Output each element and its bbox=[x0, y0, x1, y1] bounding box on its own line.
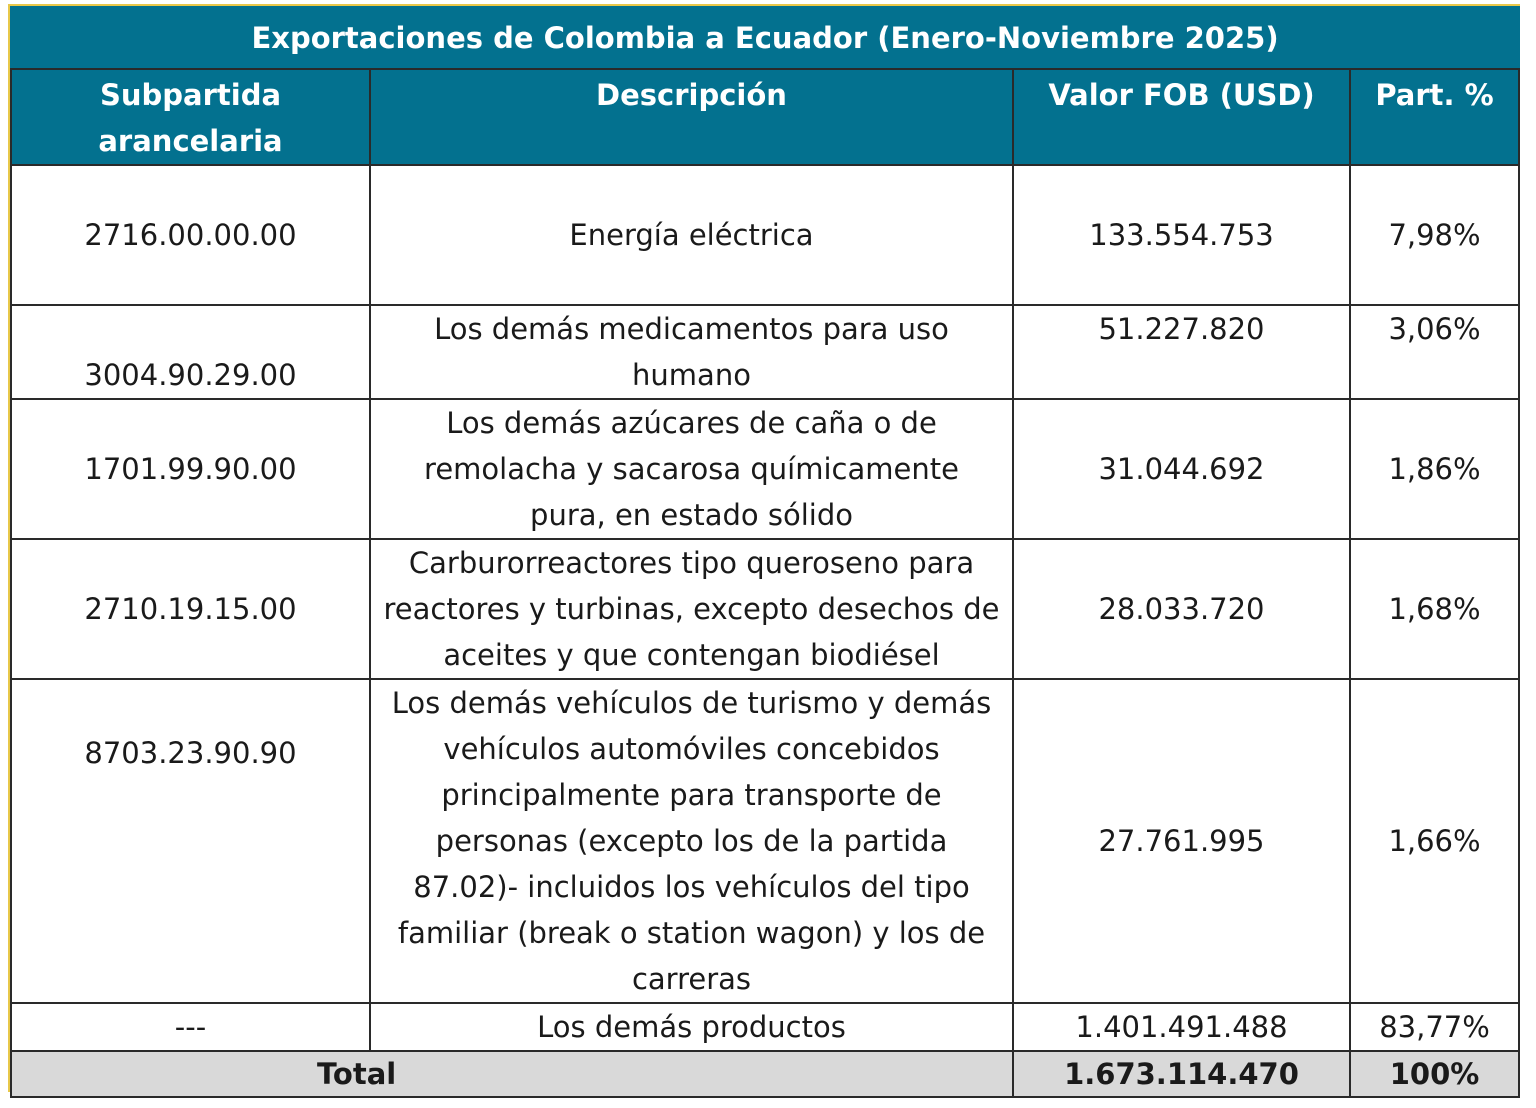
row-value: 1.401.491.488 bbox=[1013, 1003, 1350, 1051]
table-row bbox=[11, 539, 1519, 679]
total-row bbox=[11, 1051, 1519, 1097]
row-description: Los demás azúcares de caña o de remolacha y sacarosa químicamente pura, en estado sólido bbox=[370, 399, 1013, 539]
row-code: --- bbox=[11, 1003, 370, 1051]
row-share: 1,66% bbox=[1350, 679, 1519, 1003]
header-valor-fob: Valor FOB (USD) bbox=[1013, 69, 1350, 165]
table-row bbox=[11, 1003, 1519, 1051]
table-row bbox=[11, 305, 1519, 399]
row-code: 2710.19.15.00 bbox=[11, 539, 370, 679]
row-code: 3004.90.29.00 bbox=[11, 305, 370, 399]
row-value: 133.554.753 bbox=[1013, 165, 1350, 305]
total-value: 1.673.114.470 bbox=[1013, 1051, 1350, 1097]
row-description: Los demás vehículos de turismo y demás vehículos automóviles concebidos principalmente para transporte de personas (excepto los de la partida 87.02)- incluidos los vehículos del tipo familiar (break o station wagon) y los de carreras bbox=[370, 679, 1013, 1003]
row-code: 8703.23.90.90 bbox=[11, 679, 370, 1003]
header-subpartida: Subpartida arancelaria bbox=[11, 69, 370, 165]
row-share: 1,68% bbox=[1350, 539, 1519, 679]
row-value: 31.044.692 bbox=[1013, 399, 1350, 539]
row-value: 51.227.820 bbox=[1013, 305, 1350, 399]
row-code: 2716.00.00.00 bbox=[11, 165, 370, 305]
row-share: 7,98% bbox=[1350, 165, 1519, 305]
row-description: Energía eléctrica bbox=[370, 165, 1013, 305]
header-descripcion: Descripción bbox=[370, 69, 1013, 165]
total-share: 100% bbox=[1350, 1051, 1519, 1097]
row-code: 1701.99.90.00 bbox=[11, 399, 370, 539]
exports-table bbox=[10, 6, 1520, 1098]
row-description: Carburorreactores tipo queroseno para reactores y turbinas, excepto desechos de aceites y que contengan biodiésel bbox=[370, 539, 1013, 679]
row-share: 1,86% bbox=[1350, 399, 1519, 539]
total-label: Total bbox=[11, 1051, 1013, 1097]
header-participacion: Part. % bbox=[1350, 69, 1519, 165]
row-description: Los demás productos bbox=[370, 1003, 1013, 1051]
table-row bbox=[11, 399, 1519, 539]
table-row bbox=[11, 165, 1519, 305]
row-value: 27.761.995 bbox=[1013, 679, 1350, 1003]
row-share: 3,06% bbox=[1350, 305, 1519, 399]
table-title: Exportaciones de Colombia a Ecuador (Enero-Noviembre 2025) bbox=[11, 7, 1519, 69]
row-description: Los demás medicamentos para uso humano bbox=[370, 305, 1013, 399]
row-share: 83,77% bbox=[1350, 1003, 1519, 1051]
table-row bbox=[11, 679, 1519, 1003]
row-value: 28.033.720 bbox=[1013, 539, 1350, 679]
